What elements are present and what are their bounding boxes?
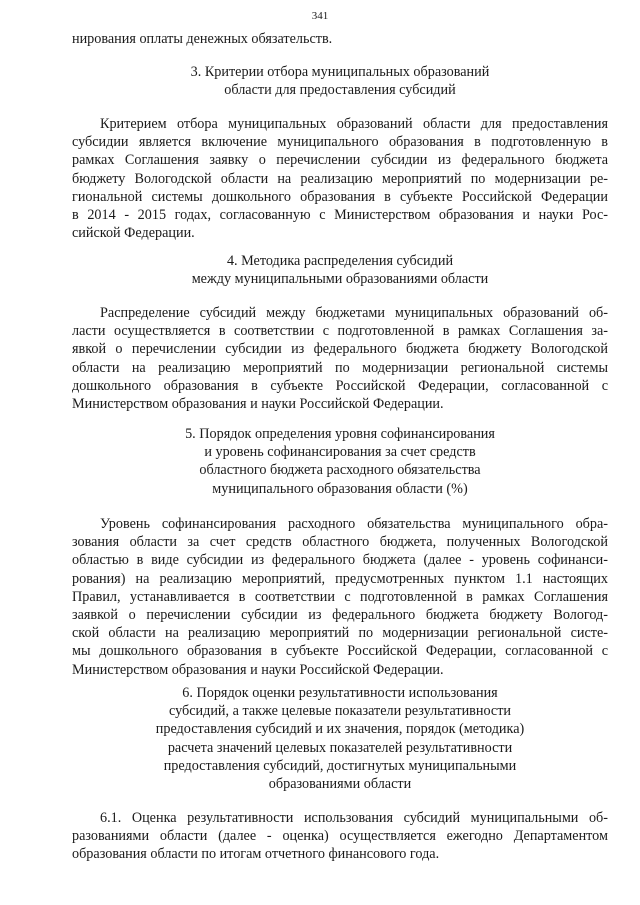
text-line: дошкольного образования в субъекте Российской Федерации, согласованной с — [72, 377, 608, 394]
text-line: в 2014 - 2015 годах, согласованную с Министерством образования и науки Рос- — [72, 207, 608, 224]
section-3-heading — [72, 63, 608, 99]
text-line: сийской Федерации. — [72, 225, 195, 242]
heading-line: муниципального образования области (%) — [212, 480, 468, 497]
text-line: областью в виде субсидии из федерального бюджета (далее - уровень софинанси- — [72, 552, 608, 569]
text-line: ской области на реализацию мероприятий по модернизации региональной систе- — [72, 625, 608, 642]
text-line: Уровень софинансирования расходного обязательства муниципального обра- — [100, 516, 608, 532]
heading-line: 4. Методика распределения субсидий — [226, 253, 454, 269]
text-line: Критерием отбора муниципальных образований области для предоставления — [100, 116, 608, 132]
section-6-heading — [72, 684, 608, 793]
heading-line: расчета значений целевых показателей результативности — [167, 739, 513, 756]
text-line: образования области по итогам отчетного финансового года. — [72, 846, 440, 863]
page-number: 341 — [311, 10, 329, 22]
text-line: мы дошкольного образования в субъекте Российской Федерации, согласованной с — [72, 643, 608, 660]
text-line: субсидии является включение муниципального образования в подготовленную в — [72, 134, 608, 151]
text-line: Министерством образования и науки Российской Федерации. — [72, 661, 444, 678]
text-line: рования) на реализацию мероприятий, предусмотренных пунктом 1.1 настоящих — [72, 570, 608, 587]
heading-line: 6. Порядок оценки результативности использования — [182, 685, 498, 701]
text-line: области на реализацию мероприятий по модернизации региональной системы — [72, 359, 608, 376]
section-6-body — [72, 809, 608, 864]
text-line: ласти осуществляется в соответствии с подготовленной в рамках Соглашения за- — [72, 323, 608, 340]
section-5-heading — [72, 425, 608, 498]
text-line: нирования оплаты денежных обязательств. — [72, 31, 333, 47]
text-line: заявкой о перечислении субсидии из федерального бюджета бюджету Вологод- — [72, 607, 608, 624]
heading-line: 3. Критерии отбора муниципальных образований — [190, 64, 490, 80]
heading-line: субсидий, а также целевые показатели результативности — [168, 703, 511, 720]
section-5-body — [72, 515, 608, 679]
text-line: Распределение субсидий между бюджетами муниципальных образований об- — [100, 305, 608, 321]
section-4-heading — [72, 252, 608, 288]
heading-line: и уровень софинансирования за счет средств — [204, 444, 476, 461]
heading-line: предоставления субсидий и их значения, порядок (методика) — [155, 721, 525, 738]
heading-line: области для предоставления субсидий — [224, 82, 456, 99]
intro-line — [72, 30, 608, 48]
heading-line: областного бюджета расходного обязательства — [199, 462, 481, 479]
text-line: зования области за счет средств областного бюджета, полученных Вологодской — [72, 534, 608, 551]
text-line: бюджету Вологодской области на реализацию мероприятий по модернизации ре- — [72, 170, 608, 187]
text-line: 6.1. Оценка результативности использования субсидий муниципальными об- — [100, 810, 608, 826]
text-line: Министерством образования и науки Российской Федерации. — [72, 396, 444, 413]
heading-line: между муниципальными образованиями области — [191, 271, 489, 288]
text-line: рамках Соглашения заявку о перечислении субсидии из федерального бюджета — [72, 152, 608, 169]
heading-line: предоставления субсидий, достигнутых муниципальными — [163, 757, 517, 774]
text-line: явкой о перечислении субсидии из федерального бюджета бюджету Вологодской — [72, 341, 608, 358]
text-line: разованиями области (далее - оценка) осуществляется ежегодно Департаментом — [72, 828, 608, 845]
heading-line: 5. Порядок определения уровня софинансирования — [185, 426, 495, 442]
text-line: Правил, устанавливается в соответствии с подготовленной в рамках Соглашения — [72, 588, 608, 605]
text-line: гиональной системы дошкольного образования в субъекте Российской Федерации — [72, 188, 608, 205]
section-4-body — [72, 304, 608, 413]
heading-line: образованиями области — [268, 776, 412, 793]
section-3-body — [72, 115, 608, 242]
